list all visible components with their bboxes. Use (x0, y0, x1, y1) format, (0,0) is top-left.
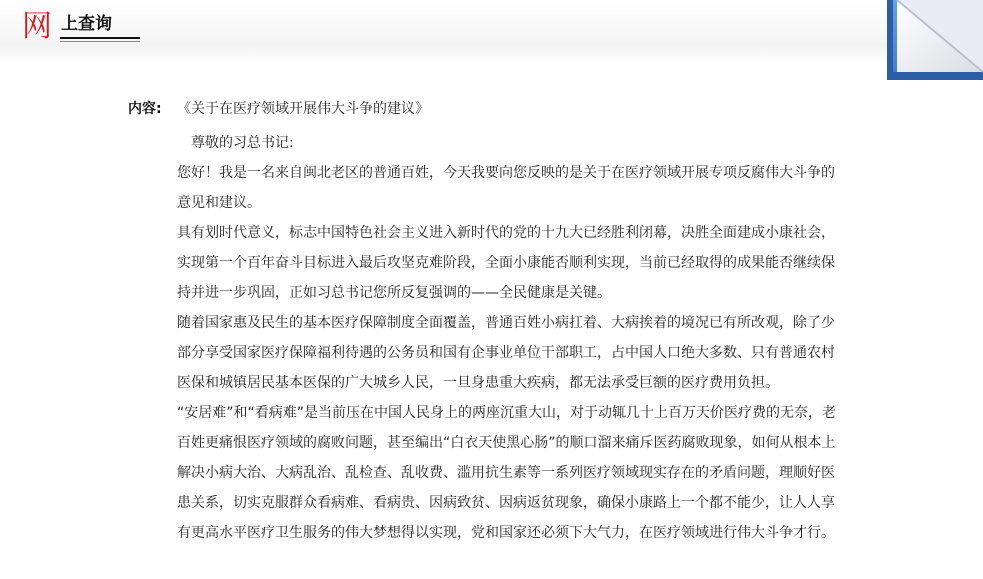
paragraph: “安居难”和“看病难”是当前压在中国人民身上的两座沉重大山，对于动辄几十上百万天价医疗费的无奈，老百姓更痛恨医疗领域的腐败问题，甚至编出“白衣天使黑心肠”的顺口溜来痛斥医药腐败现象，如何从根本上解决小病大治、大病乱治、乱检查、乱收费、滥用抗生素等一系列医疗领域现实存在的矛盾问题，理顺好医患关系，切实克服群众看病难、看病贵、因病致贫、因病返贫现象，确保小康路上一个都不能少，让人人享有更高水平医疗卫生服务的伟大梦想得以实现，党和国家还必须下大气力，在医疗领域进行伟大斗争才行。 (177, 405, 837, 541)
paragraph: 具有划时代意义，标志中国特色社会主义进入新时代的党的十九大已经胜利闭幕，决胜全面建成小康社会，实现第一个百年奋斗目标进入最后攻坚克难阶段，全面小康能否顺利实现，当前已经取得的成果能否继续保持并进一步巩固，正如习总书记您所反复强调的——全民健康是关键。 (177, 225, 835, 301)
header-band (0, 0, 983, 66)
content-label: 内容: (128, 101, 162, 117)
title-underline-secondary (60, 41, 140, 42)
page-curl-icon (887, 0, 983, 80)
page-title: 上查询 (61, 14, 112, 34)
header-mark: 网 (22, 9, 52, 44)
letter-title: 《关于在医疗领域开展伟大斗争的建议》 (177, 101, 429, 117)
paragraph: 随着国家惠及民生的基本医疗保障制度全面覆盖，普通百姓小病扛着、大病挨着的境况已有所改观，除了少部分享受国家医疗保障福利待遇的公务员和国有企事业单位干部职工，占中国人口绝大多数、只有普通农村医保和城镇居民基本医保的广大城乡人民，一旦身患重大疾病，都无法承受巨额的医疗费用负担。 (177, 315, 835, 391)
greeting: 尊敬的习总书记: (191, 135, 294, 151)
title-underline (60, 37, 140, 39)
paragraph: 您好！我是一名来自闽北老区的普通百姓，今天我要向您反映的是关于在医疗领域开展专项反腐伟大斗争的意见和建议。 (177, 165, 835, 211)
letter-body (177, 128, 839, 548)
